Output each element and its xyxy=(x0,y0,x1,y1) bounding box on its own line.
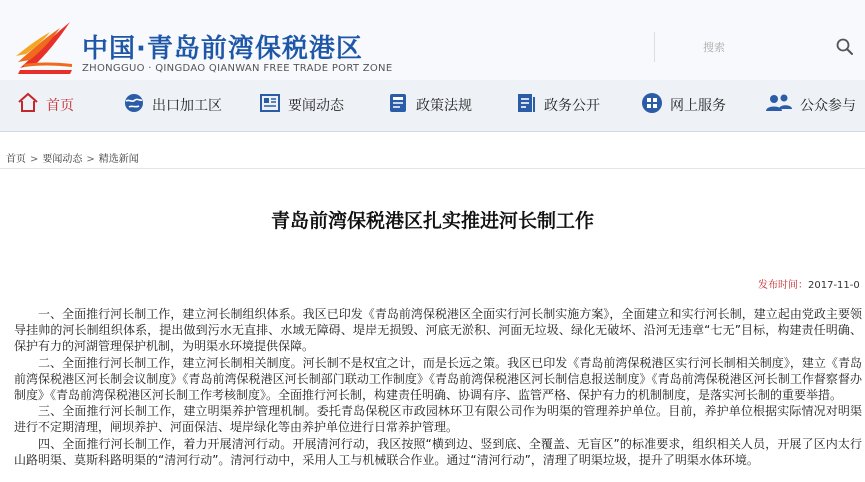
nav-item-gov-affairs[interactable] xyxy=(514,90,600,120)
search-icon[interactable] xyxy=(835,37,855,57)
nav-item-policy[interactable] xyxy=(386,90,472,120)
grid-icon xyxy=(640,91,664,119)
breadcrumb-featured[interactable]: 精选新闻 xyxy=(98,154,139,165)
main-nav xyxy=(0,80,865,132)
publish-time-label: 发布时间： xyxy=(758,280,808,291)
nav-label: 网上服务 xyxy=(670,98,726,114)
breadcrumb-separator: > xyxy=(86,154,95,165)
breadcrumb-separator: > xyxy=(30,154,39,165)
breadcrumb-home[interactable]: 首页 xyxy=(6,154,26,165)
nav-item-export-zone[interactable] xyxy=(122,90,222,120)
people-icon xyxy=(764,91,794,119)
home-icon xyxy=(16,91,40,119)
site-subtitle: ZHONGGUO · QINGDAO QIANWAN FREE TRADE PORT ZONE xyxy=(82,63,393,74)
nav-label: 出口加工区 xyxy=(152,98,222,114)
nav-item-home[interactable] xyxy=(16,90,74,120)
book-icon xyxy=(386,91,410,119)
nav-label: 要闻动态 xyxy=(288,98,344,114)
publish-time-value: 2017-11-0 xyxy=(808,280,860,291)
article-body xyxy=(14,306,862,468)
breadcrumb xyxy=(6,150,139,165)
nav-item-public-participation[interactable] xyxy=(764,90,856,120)
globe-icon xyxy=(122,91,146,119)
sail-flag-logo-icon[interactable] xyxy=(14,18,74,76)
site-header xyxy=(0,0,865,80)
search-box xyxy=(654,32,860,62)
nav-label: 公众参与 xyxy=(800,98,856,114)
article-title: 青岛前湾保税港区扎实推进河长制工作 xyxy=(270,210,594,232)
nav-item-news[interactable] xyxy=(258,90,344,120)
site-title[interactable]: 中国·青岛前湾保税港区 xyxy=(82,34,363,64)
nav-label: 政务公开 xyxy=(544,98,600,114)
article-paragraph: 四、全面推行河长制工作，着力开展清河行动。开展清河行动，我区按照“横到边、竖到底、全覆盖、无盲区”的标准要求，组织相关人员，开展了区内太行山路明渠、莫斯科路明渠的“清河行动”。清河行动中，采用人工与机械联合作业。通过“清河行动”，清理了明渠垃圾，提升了明渠水体环境。 xyxy=(14,436,862,467)
nav-label: 政策法规 xyxy=(416,98,472,114)
article-paragraph: 一、全面推行河长制工作，建立河长制组织体系。我区已印发《青岛前湾保税港区全面实行河长制实施方案》，全面建立和实行河长制，建立起由党政主要领导挂帅的河长制组织体系，提出做到污水无直排、水域无障碍、堤岸无损毁、河底无淤积、河面无垃圾、绿化无破坏、沿河无违章“七无”目标，构建责任明确、保护有力的河湖管理保护机制，为明渠水环境提供保障。 xyxy=(14,307,862,354)
divider xyxy=(0,168,865,169)
breadcrumb-news[interactable]: 要闻动态 xyxy=(42,154,83,165)
search-input[interactable] xyxy=(703,38,823,56)
nav-label: 首页 xyxy=(46,98,74,114)
nav-item-online-service[interactable] xyxy=(640,90,726,120)
publish-time xyxy=(758,276,860,291)
news-icon xyxy=(258,91,282,119)
article-paragraph: 三、全面推行河长制工作，建立明渠养护管理机制。委托青岛保税区市政园林环卫有限公司作为明渠的管理养护单位。目前，养护单位根据实际情况对明渠进行不定期清理，闸坝养护、河面保洁、堤岸绿化等由养护单位进行日常养护管理。 xyxy=(14,404,862,435)
document-icon xyxy=(514,91,538,119)
article-paragraph: 二、全面推行河长制工作，建立河长制相关制度。河长制不是权宜之计，而是长远之策。我区已印发《青岛前湾保税港区实行河长制相关制度》，建立《青岛前湾保税港区河长制会议制度》《青岛前湾保税港区河长制部门联动工作制度》《青岛前湾保税港区河长制信息报送制度》《青岛前湾保税港区河长制工作督察督办制度》《青岛前湾保税港区河长制工作考核制度》。全面推行河长制，构建责任明确、协调有序、监管严格、保护有力的机制制度，是落实河长制的重要举措。 xyxy=(14,355,862,403)
